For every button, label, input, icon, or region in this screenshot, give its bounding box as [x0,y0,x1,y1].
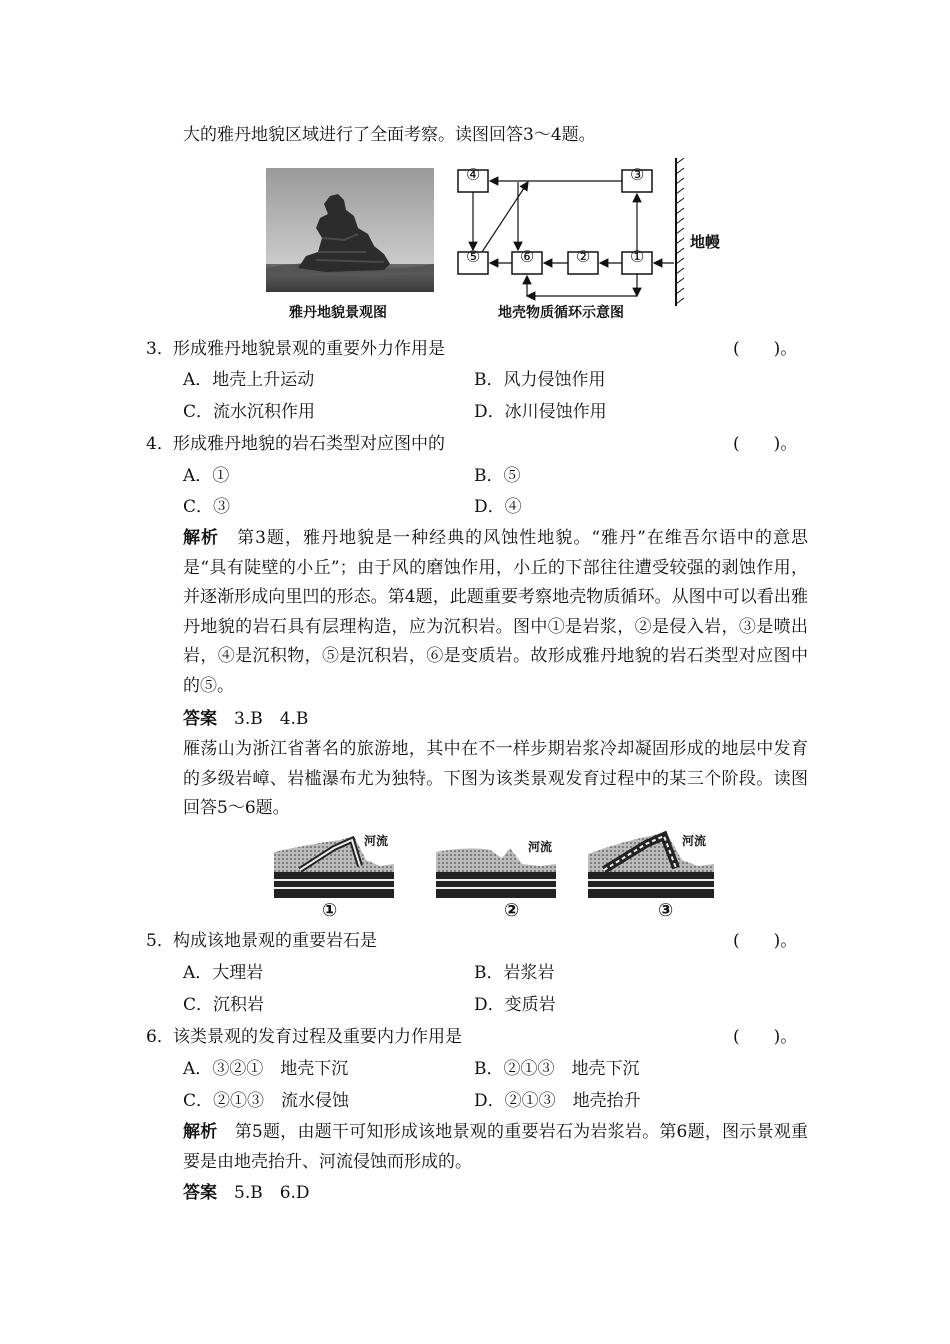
mantle-label: 地幔 [690,233,721,251]
river-label-2: 河流 [528,840,553,854]
stage-diagrams [270,830,720,900]
stage-label-3: ③ [658,900,674,921]
q6-option-b: B．②①③ 地壳下沉 [474,1059,640,1079]
answer-2 [183,1182,310,1204]
q6-option-d: D．②①③ 地壳抬升 [474,1091,641,1111]
q4-answer-bracket: ( )。 [733,434,798,454]
answer-1-text: 3.B 4.B [217,709,309,729]
analysis-2-text: 第5题，由题干可知形成该地景观的重要岩石为岩浆岩。第6题，图示景观重要是由地壳抬升、河流侵蚀而形成的。 [183,1122,808,1172]
analysis-2 [183,1118,808,1180]
river-label-3: 河流 [682,834,707,848]
answer-2-text: 5.B 6.D [217,1183,310,1203]
node-3: ③ [630,165,645,184]
analysis-1 [183,524,808,706]
yardang-photo [266,168,434,292]
q4-option-b: B．⑤ [474,466,521,486]
intro-line: 大的雅丹地貌区域进行了全面考察。读图回答3～4题。 [183,125,596,145]
q5-stem: 构成该地景观的重要岩石是 [173,931,377,951]
river-label-1: 河流 [364,834,389,848]
analysis-2-label: 解析 [183,1122,218,1142]
q3-option-a: A．地壳上升运动 [183,370,315,390]
q3-option-c: C．流水沉积作用 [183,402,316,422]
q5-option-b: B．岩浆岩 [474,963,555,983]
q4-option-a: A．① [183,466,230,486]
passage-2: 雁荡山为浙江省著名的旅游地，其中在不一样步期岩浆冷却凝固形成的地层中发育的多级岩嶂、岩槛瀑布尤为独特。下图为该类景观发育过程中的某三个阶段。读图回答5～6题。 [183,739,808,819]
stage-label-1: ① [322,900,338,921]
q4-number: 4． [146,434,174,454]
answer-1-label: 答案 [183,709,217,729]
q6-option-c: C．②①③ 流水侵蚀 [183,1091,350,1111]
q3-number: 3． [146,339,174,359]
q6-number: 6． [146,1027,174,1047]
photo-caption: 雅丹地貌景观图 [289,305,387,321]
q5-option-c: C．沉积岩 [183,995,265,1015]
q3-answer-bracket: ( )。 [733,339,798,359]
analysis-1-label: 解析 [183,528,220,548]
stage-label-2: ② [504,900,520,921]
answer-1 [183,708,308,730]
q3-option-d: D．冰川侵蚀作用 [474,402,607,422]
q3-option-b: B．风力侵蚀作用 [474,370,606,390]
node-5: ⑤ [466,247,481,266]
diagram-caption: 地壳物质循环示意图 [498,305,624,321]
node-4: ④ [466,165,481,184]
q5-option-d: D．变质岩 [474,995,556,1015]
q6-stem: 该类景观的发育过程及重要内力作用是 [173,1027,462,1047]
q6-option-a: A．③②① 地壳下沉 [183,1059,349,1079]
node-2: ② [576,247,591,266]
q6-answer-bracket: ( )。 [733,1027,798,1047]
q3-stem: 形成雅丹地貌景观的重要外力作用是 [173,339,445,359]
node-1: ① [630,247,645,266]
q4-stem: 形成雅丹地貌的岩石类型对应图中的 [173,434,445,454]
q5-number: 5． [146,931,174,951]
analysis-1-text: 第3题，雅丹地貌是一种经典的风蚀性地貌。“雅丹”在维吾尔语中的意思是“具有陡壁的小丘”；由于风的磨蚀作用，小丘的下部往往遭受较强的剥蚀作用，并逐渐形成向里凹的形态。第4题，此题重要考察地壳物质循环。从图中可以看出雅丹地貌的岩石具有层理构造，应为沉积岩。图中①是岩浆，②是侵入岩，③是喷出岩，④是沉积物，⑤是沉积岩，⑥是变质岩。故形成雅丹地貌的岩石类型对应图中的⑤。 [183,528,808,696]
node-6: ⑥ [520,247,535,266]
q5-option-a: A．大理岩 [183,963,264,983]
q4-option-d: D．④ [474,497,522,517]
answer-2-label: 答案 [183,1183,217,1203]
q5-answer-bracket: ( )。 [733,931,798,951]
q4-option-c: C．③ [183,497,231,517]
